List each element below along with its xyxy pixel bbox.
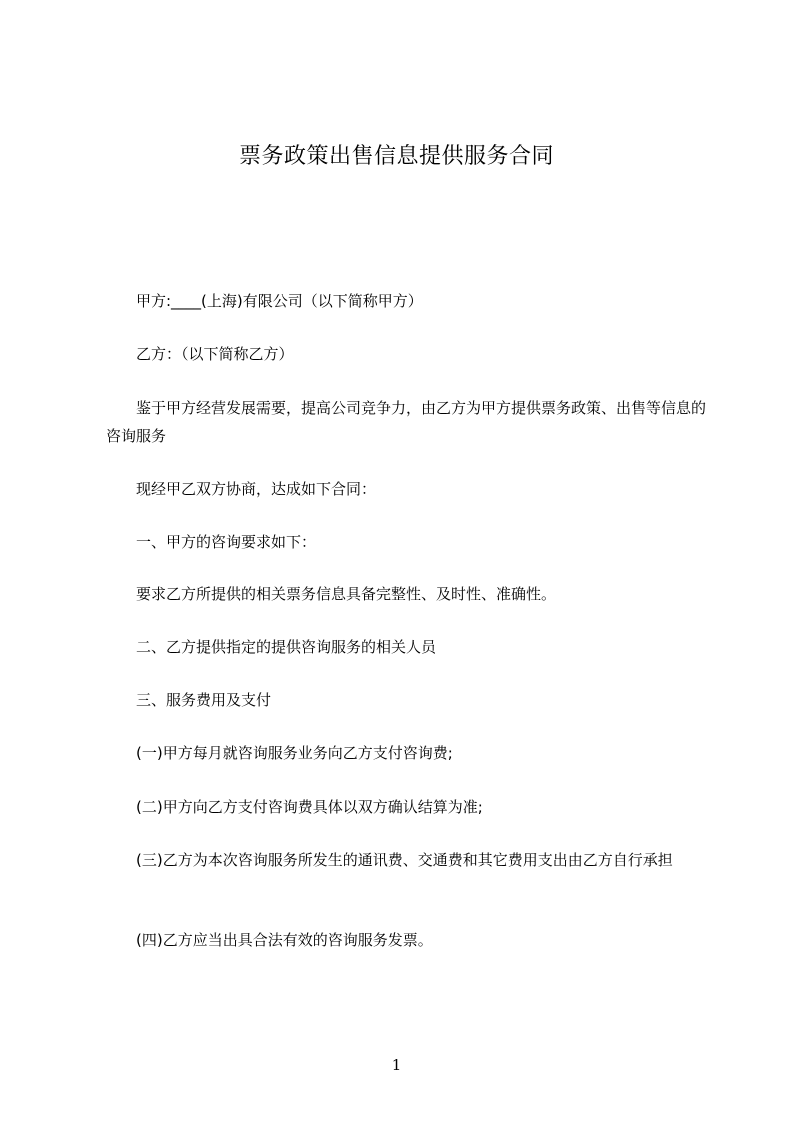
clause-4: (四)乙方应当出具合法有效的咨询服务发票。 bbox=[136, 931, 433, 949]
page-number: 1 bbox=[391, 1056, 402, 1074]
section-heading-1: 一、甲方的咨询要求如下： bbox=[136, 533, 317, 551]
preamble-paragraph: 鉴于甲方经营发展需要，提高公司竞争力，由乙方为甲方提供票务政策、出售等信息的咨询服务 bbox=[106, 399, 707, 445]
party-b-line: 乙方：（以下简称乙方） bbox=[136, 345, 294, 363]
section-heading-2: 二、乙方提供指定的提供咨询服务的相关人员 bbox=[136, 638, 437, 656]
clause-2: (二)甲方向乙方支付咨询费具体以双方确认结算为准; bbox=[136, 798, 483, 816]
section-heading-3: 三、服务费用及支付 bbox=[136, 691, 272, 709]
clause-3: (三)乙方为本次咨询服务所发生的通讯费、交通费和其它费用支出由乙方自行承担 bbox=[136, 851, 673, 869]
agreement-intro: 现经甲乙双方协商，达成如下合同： bbox=[136, 480, 377, 498]
requirement-text: 要求乙方所提供的相关票务信息具备完整性、及时性、准确性。 bbox=[136, 585, 557, 603]
clause-1: (一)甲方每月就咨询服务业务向乙方支付咨询费; bbox=[136, 744, 453, 762]
document-title: 票务政策出售信息提供服务合同 bbox=[238, 144, 554, 169]
party-a-line: 甲方:____(上海)有限公司（以下简称甲方） bbox=[136, 292, 423, 310]
